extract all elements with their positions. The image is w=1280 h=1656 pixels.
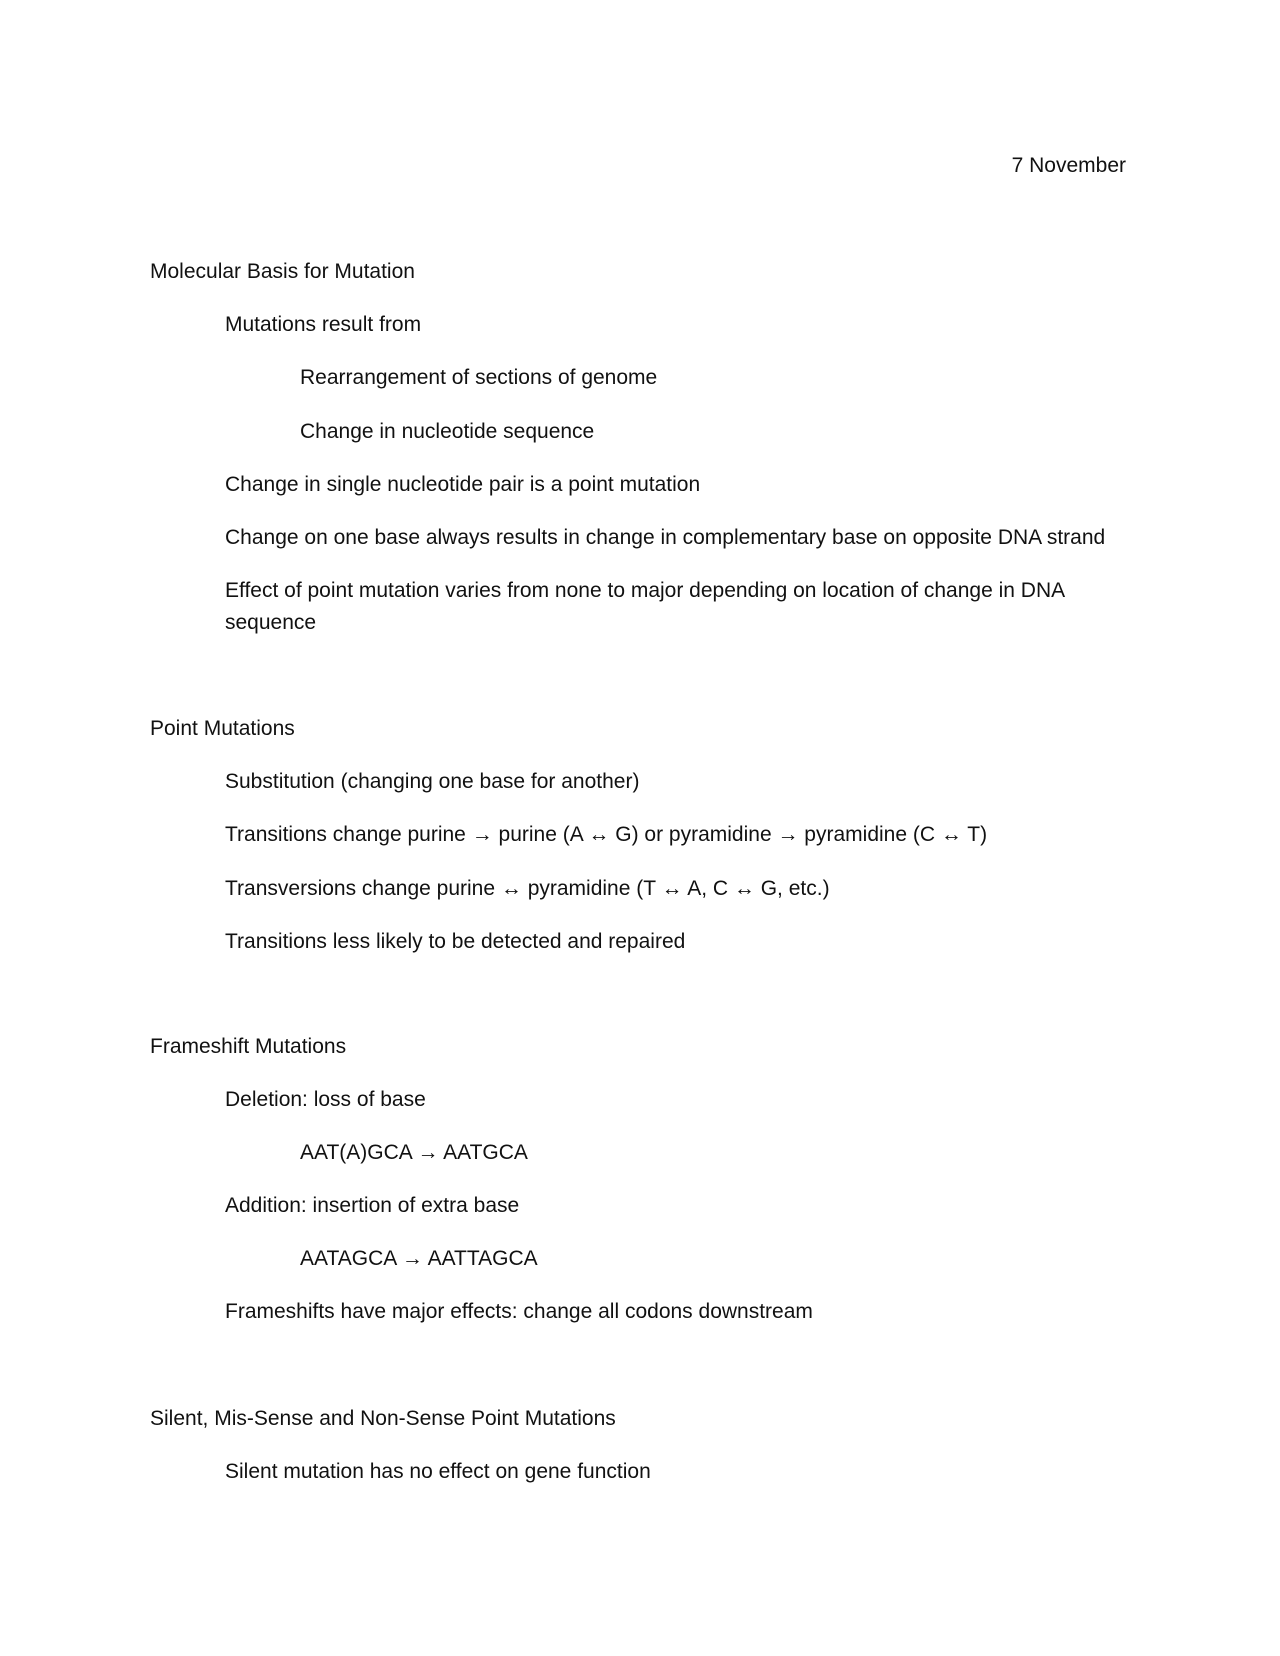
list-item: Change in nucleotide sequence — [300, 420, 595, 443]
list-item: Substitution (changing one base for another) — [225, 770, 640, 793]
list-item: Transitions less likely to be detected and repaired — [225, 930, 686, 953]
list-item: Mutations result from — [225, 313, 422, 336]
list-item: Transversions change purine ↔ pyramidine (T ↔ A, C ↔ G, etc.) — [225, 877, 830, 900]
section-heading: Silent, Mis-Sense and Non-Sense Point Mutations — [150, 1407, 616, 1430]
section-heading: Molecular Basis for Mutation — [150, 260, 415, 283]
date-header: 7 November — [1011, 154, 1126, 177]
list-item: Transitions change purine → purine (A ↔ G) or pyramidine → pyramidine (C ↔ T) — [225, 823, 988, 846]
list-item: AATAGCA → AATTAGCA — [300, 1247, 538, 1270]
section-heading: Frameshift Mutations — [150, 1035, 347, 1058]
list-item: AAT(A)GCA → AATGCA — [300, 1141, 528, 1164]
list-item: Deletion: loss of base — [225, 1088, 426, 1111]
list-item: Effect of point mutation varies from none to major depending on location of change in DNA sequence — [225, 579, 1064, 634]
list-item: Change in single nucleotide pair is a point mutation — [225, 473, 701, 496]
section-heading: Point Mutations — [150, 717, 295, 740]
list-item: Change on one base always results in change in complementary base on opposite DNA strand — [225, 526, 1106, 549]
list-item: Silent mutation has no effect on gene function — [225, 1460, 651, 1483]
list-item: Frameshifts have major effects: change all codons downstream — [225, 1300, 813, 1323]
list-item: Rearrangement of sections of genome — [300, 366, 658, 389]
list-item: Addition: insertion of extra base — [225, 1194, 520, 1217]
